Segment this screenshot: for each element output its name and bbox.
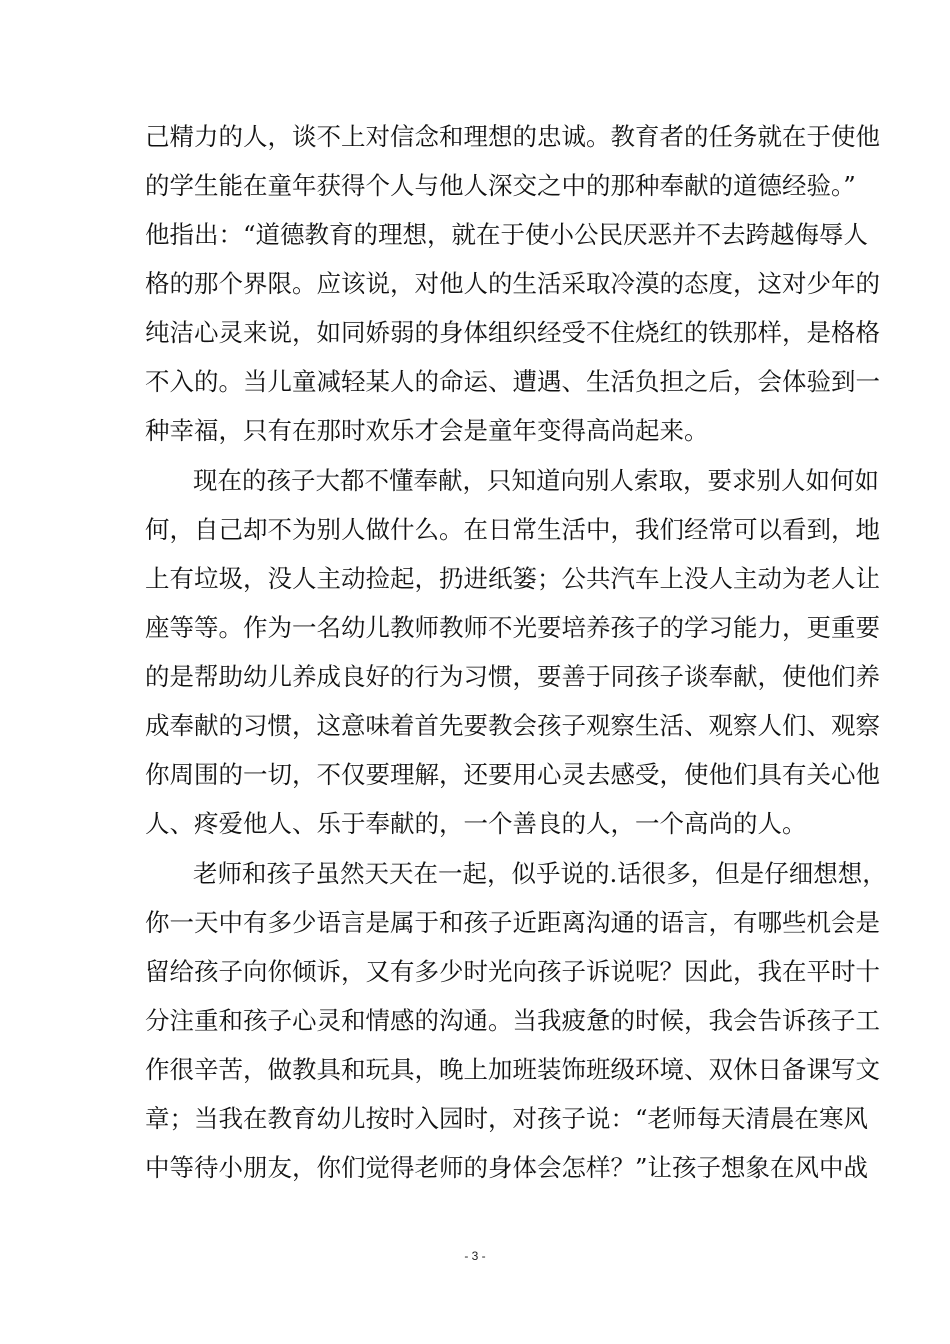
text-line: 作很辛苦，做教具和玩具，晚上加班装饰班级环境、双休日备课写文	[145, 1055, 880, 1084]
text-line: 他指出：“道德教育的理想，就在于使小公民厌恶并不去跨越侮辱人	[145, 220, 869, 249]
text-line: 中等待小朋友，你们觉得老师的身体会怎样？”让孩子想象在风中战	[145, 1153, 869, 1182]
text-line: 你周围的一切，不仅要理解，还要用心灵去感受，使他们具有关心他	[145, 760, 880, 789]
text-line: 上有垃圾，没人主动捡起，扔进纸篓；公共汽车上没人主动为老人让	[145, 564, 880, 593]
text-line: 留给孩子向你倾诉，又有多少时光向孩子诉说呢？因此，我在平时十	[145, 957, 880, 986]
text-line: 的学生能在童年获得个人与他人深交之中的那种奉献的道德经验。”	[145, 171, 856, 200]
text-line: 种幸福，只有在那时欢乐才会是童年变得高尚起来。	[145, 416, 709, 445]
text-line: 的是帮助幼儿养成良好的行为习惯，要善于同孩子谈奉献，使他们养	[145, 662, 880, 691]
paragraph-first-line: 老师和孩子虽然天天在一起，似乎说的.话很多，但是仔细想想，	[193, 859, 887, 888]
text-line: 分注重和孩子心灵和情感的沟通。当我疲惫的时候，我会告诉孩子工	[145, 1006, 880, 1035]
text-line: 章；当我在教育幼儿按时入园时，对孩子说：“老师每天清晨在寒风	[145, 1104, 869, 1133]
text-line: 何，自己却不为别人做什么。在日常生活中，我们经常可以看到，地	[145, 515, 880, 544]
text-line: 纯洁心灵来说，如同娇弱的身体组织经受不住烧红的铁那样，是格格	[145, 318, 880, 347]
text-line: 成奉献的习惯，这意味着首先要教会孩子观察生活、观察人们、观察	[145, 711, 880, 740]
text-line: 格的那个界限。应该说，对他人的生活采取冷漠的态度，这对少年的	[145, 269, 880, 298]
page-number: - 3 -	[464, 1249, 486, 1263]
text-line: 座等等。作为一名幼儿教师教师不光要培养孩子的学习能力，更重要	[145, 613, 880, 642]
text-line: 人、疼爱他人、乐于奉献的，一个善良的人，一个高尚的人。	[145, 809, 807, 838]
text-line: 不入的。当儿童减轻某人的命运、遭遇、生活负担之后，会体验到一	[145, 367, 880, 396]
text-line: 己精力的人，谈不上对信念和理想的忠诚。教育者的任务就在于使他	[145, 122, 880, 151]
paragraph-first-line: 现在的孩子大都不懂奉献，只知道向别人索取，要求别人如何如	[193, 466, 879, 495]
text-line: 你一天中有多少语言是属于和孩子近距离沟通的语言，有哪些机会是	[145, 908, 880, 937]
